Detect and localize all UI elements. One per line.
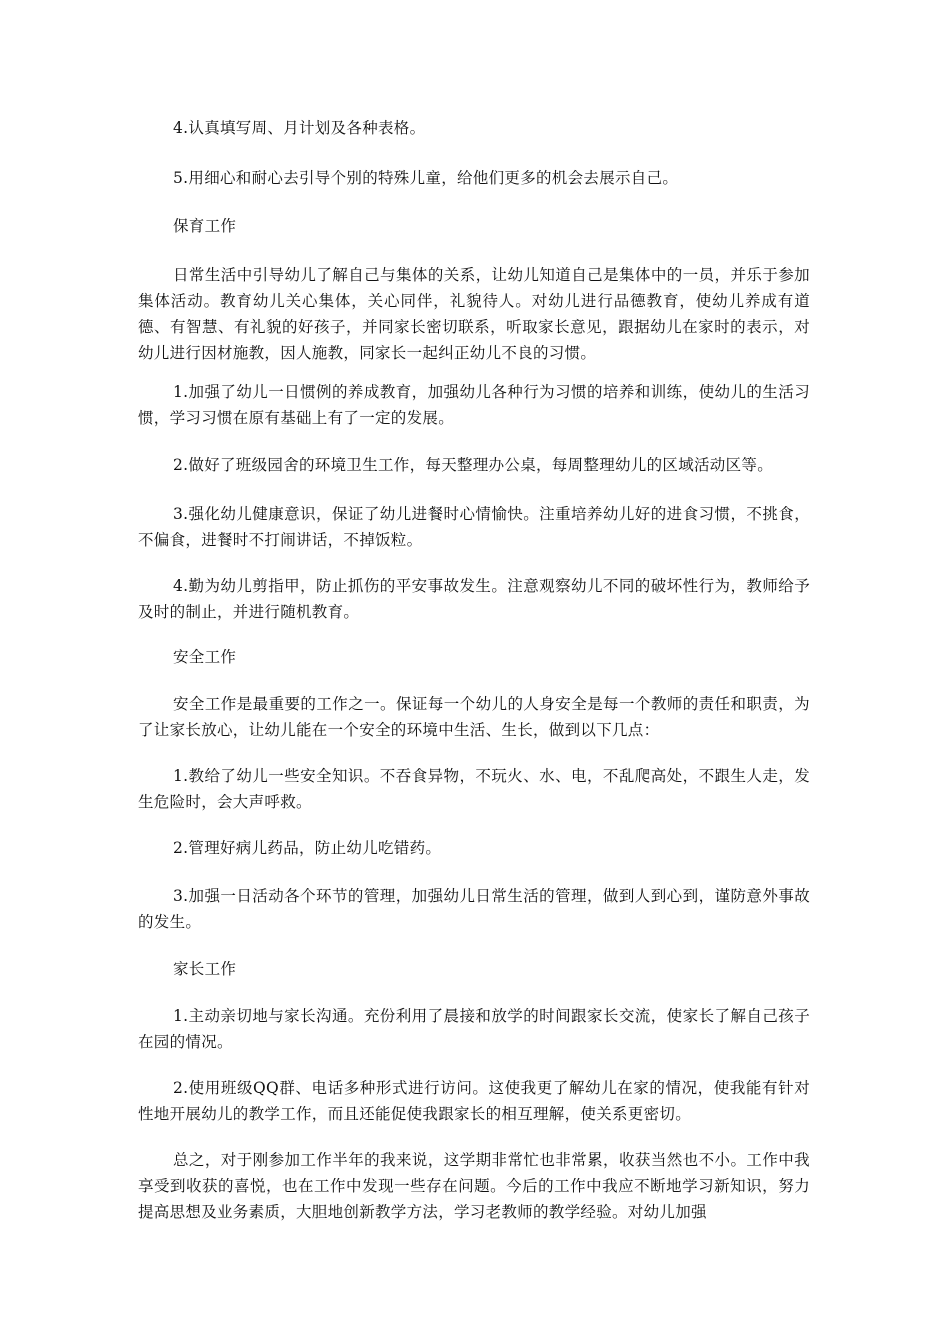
body-paragraph: 安全工作是最重要的工作之一。保证每一个幼儿的人身安全是每一个教师的责任和职责，为了让家长放心，让幼儿能在一个安全的环境中生活、生长，做到以下几点： [138, 695, 810, 739]
list-item: 3.加强一日活动各个环节的管理，加强幼儿日常生活的管理，做到人到心到，谨防意外事故的发生。 [138, 887, 810, 931]
list-item: 3.强化幼儿健康意识，保证了幼儿进餐时心情愉快。注重培养幼儿好的进食习惯，不挑食，不偏食，进餐时不打闹讲话，不掉饭粒。 [138, 505, 810, 549]
list-item: 2.使用班级QQ群、电话多种形式进行访问。这使我更了解幼儿在家的情况，使我能有针对性地开展幼儿的教学工作，而且还能促使我跟家长的相互理解，使关系更密切。 [138, 1079, 810, 1123]
list-item: 1.主动亲切地与家长沟通。充份利用了晨接和放学的时间跟家长交流，使家长了解自己孩子在园的情况。 [138, 1007, 810, 1051]
list-item: 4.勤为幼儿剪指甲，防止抓伤的平安事故发生。注意观察幼儿不同的破坏性行为，教师给予及时的制止，并进行随机教育。 [138, 577, 810, 621]
list-item: 2.做好了班级园舍的环境卫生工作，每天整理办公桌，每周整理幼儿的区域活动区等。 [173, 456, 773, 474]
section-heading: 家长工作 [173, 960, 237, 978]
list-item: 5.用细心和耐心去引导个别的特殊儿童，给他们更多的机会去展示自己。 [173, 169, 679, 187]
list-item: 1.加强了幼儿一日惯例的养成教育，加强幼儿各种行为习惯的培养和训练，使幼儿的生活习惯，学习习惯在原有基础上有了一定的发展。 [138, 383, 810, 427]
section-heading: 安全工作 [173, 648, 237, 666]
body-paragraph: 总之，对于刚参加工作半年的我来说，这学期非常忙也非常累，收获当然也不小。工作中我享受到收获的喜悦，也在工作中发现一些存在问题。今后的工作中我应不断地学习新知识，努力提高思想及业务素质，大胆地创新教学方法，学习老教师的教学经验。对幼儿加强 [138, 1151, 810, 1221]
body-paragraph: 日常生活中引导幼儿了解自己与集体的关系，让幼儿知道自己是集体中的一员，并乐于参加集体活动。教育幼儿关心集体，关心同伴，礼貌待人。对幼儿进行品德教育，使幼儿养成有道德、有智慧、有礼貌的好孩子，并同家长密切联系，听取家长意见，跟据幼儿在家时的表示，对幼儿进行因材施教，因人施教，同家长一起纠正幼儿不良的习惯。 [138, 266, 810, 362]
list-item: 1.教给了幼儿一些安全知识。不吞食异物，不玩火、水、电，不乱爬高处，不跟生人走，发生危险时，会大声呼救。 [138, 767, 810, 811]
list-item: 4.认真填写周、月计划及各种表格。 [173, 119, 426, 137]
section-heading: 保育工作 [173, 217, 237, 235]
list-item: 2.管理好病儿药品，防止幼儿吃错药。 [173, 839, 442, 857]
